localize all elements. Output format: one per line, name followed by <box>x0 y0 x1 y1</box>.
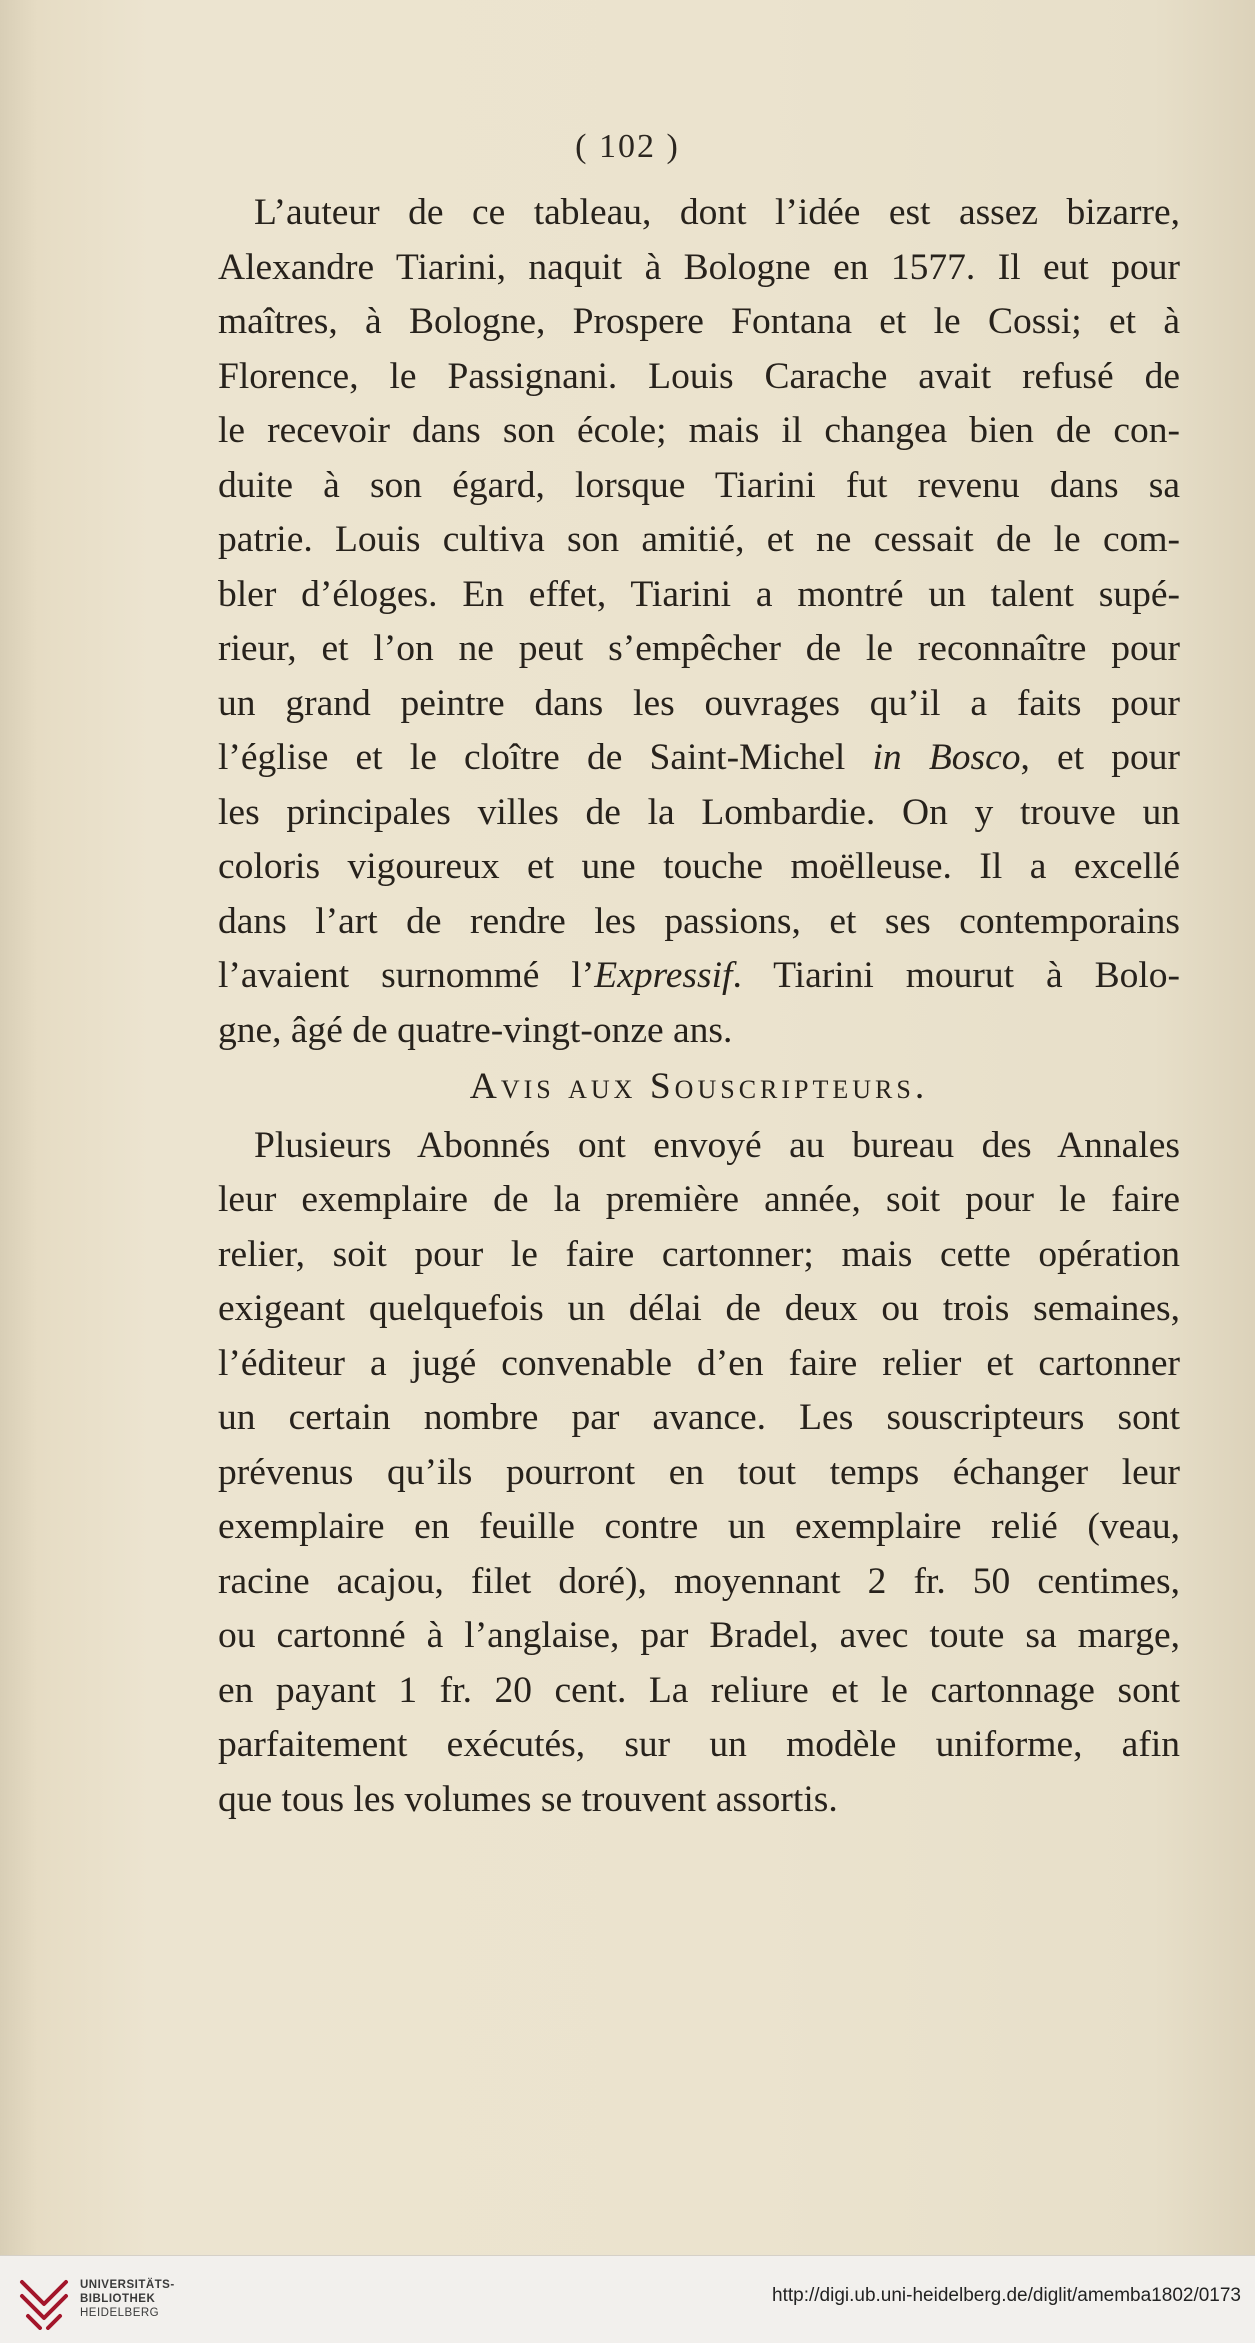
text-line: le recevoir dans son école; mais il changea bien de con- <box>218 410 1180 451</box>
text-line: gne, âgé de quatre-vingt-onze ans. <box>218 1009 733 1051</box>
library-name-line: UNIVERSITÄTS- <box>80 2279 175 2291</box>
text-line: les principales villes de la Lombardie. On y trouve un <box>218 791 1180 833</box>
permalink-url[interactable]: http://digi.ub.uni-heidelberg.de/diglit/amemba1802/0173 <box>772 2285 1241 2306</box>
italic-phrase: Expressif <box>594 955 733 996</box>
text-line: bler d’éloges. En effet, Tiarini a montré un talent supé- <box>218 573 1180 615</box>
text-line: ou cartonné à l’anglaise, par Bradel, avec toute sa marge, <box>218 1615 1180 1656</box>
text-line: maîtres, à Bologne, Prospere Fontana et le Cossi; et à <box>218 301 1180 342</box>
text-line: relier, soit pour le faire cartonner; mais cette opération <box>218 1233 1180 1275</box>
text-line: rieur, et l’on ne peut s’empêcher de le reconnaître pour <box>218 628 1180 669</box>
text-line: L’auteur de ce tableau, dont l’idée est assez bizarre, <box>254 192 1180 233</box>
notice-heading: Avis aux Souscripteurs. <box>469 1066 929 1107</box>
text-line: un grand peintre dans les ouvrages qu’il a faits pour <box>218 682 1180 724</box>
library-name-line: BIBLIOTHEK <box>80 2293 156 2305</box>
text-line: un certain nombre par avance. Les souscripteurs sont <box>218 1397 1180 1438</box>
text-line: patrie. Louis cultiva son amitié, et ne cessait de le com- <box>218 519 1180 560</box>
text-line: duite à son égard, lorsque Tiarini fut revenu dans sa <box>218 464 1180 506</box>
page-number: ( 102 ) <box>575 128 680 165</box>
text-line: l’éditeur a jugé convenable d’en faire relier et cartonner <box>218 1342 1180 1384</box>
text-line: l’église et le cloître de Saint-Michel in Bosco, et pour <box>218 737 1180 778</box>
text-line: en payant 1 fr. 20 cent. La reliure et le cartonnage sont <box>218 1669 1180 1711</box>
text-line: Florence, le Passignani. Louis Carache avait refusé de <box>218 355 1180 397</box>
text-block <box>218 186 1180 1827</box>
university-library-logo-icon <box>14 2270 74 2330</box>
italic-phrase: in Bosco <box>872 737 1021 778</box>
paragraph-notice <box>218 1119 1180 1828</box>
text-line: parfaitement exécutés, sur un modèle uniforme, afin <box>218 1724 1180 1765</box>
footer-bar <box>0 2255 1255 2343</box>
text-line: exemplaire en feuille contre un exemplaire relié (veau, <box>218 1506 1180 1547</box>
text-line: racine acajou, filet doré), moyennant 2 fr. 50 centimes, <box>218 1560 1180 1602</box>
text-line: Alexandre Tiarini, naquit à Bologne en 1577. Il eut pour <box>218 246 1180 288</box>
paragraph-tiarini <box>218 186 1180 1058</box>
text-line: prévenus qu’ils pourront en tout temps échanger leur <box>218 1451 1180 1493</box>
text-line: l’avaient surnommé l’Expressif. Tiarini mourut à Bolo- <box>218 955 1181 996</box>
text-line: coloris vigoureux et une touche moëlleuse. Il a excellé <box>218 846 1180 887</box>
library-name <box>80 2278 175 2320</box>
text-line: que tous les volumes se trouvent assortis. <box>218 1778 838 1820</box>
text-line: leur exemplaire de la première année, soit pour le faire <box>218 1179 1180 1220</box>
text-line: dans l’art de rendre les passions, et ses contemporains <box>218 900 1180 942</box>
text-line: Plusieurs Abonnés ont envoyé au bureau des Annales <box>254 1124 1180 1166</box>
text-line: exigeant quelquefois un délai de deux ou trois semaines, <box>218 1288 1180 1329</box>
library-name-line: HEIDELBERG <box>80 2307 160 2319</box>
